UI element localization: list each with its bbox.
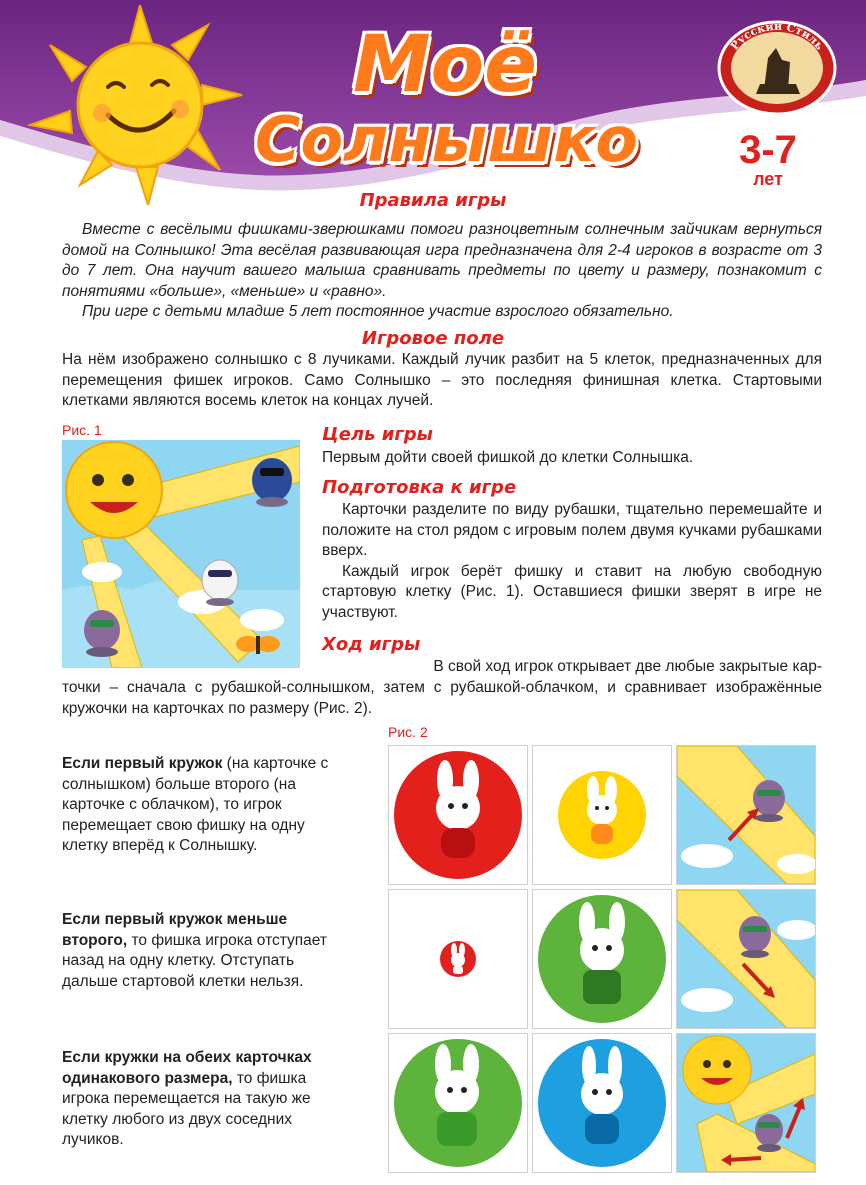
board-move-sideways — [676, 1033, 816, 1173]
svg-text:Русский Стиль: Русский Стиль — [727, 19, 827, 53]
cow-piece-icon — [753, 780, 785, 822]
fig1-label: Рис. 1 — [62, 422, 102, 438]
fig2-label: Рис. 2 — [388, 724, 428, 740]
intro-paragraph-2: При игре с детьми младше 5 лет постоянное участие взрослого обязательно. — [82, 303, 674, 320]
age-unit: лет — [753, 169, 783, 189]
fig1-board-illustration — [62, 440, 300, 668]
rules-heading: Правила игры — [359, 190, 507, 211]
cow-piece-icon — [739, 916, 771, 958]
move-text-first-line: В свой ход игрок открывает две любые закрытые кар- — [433, 658, 822, 675]
rule-smaller: Если первый кружок меньше второго, то фишка игрока отступает назад на одну клетку. Отступать дальше стартовой клетки нельзя. — [62, 911, 328, 990]
prep-text — [322, 500, 822, 623]
card-yellow-medium — [532, 745, 672, 885]
card-green-large-2 — [388, 1033, 528, 1173]
prep-heading: Подготовка к игре — [322, 477, 517, 498]
cow-piece-icon — [84, 610, 120, 657]
field-text: На нём изображено солнышко с 8 лучиками. Каждый лучик разбит на 5 клеток, предназначенных для перемещения фишек игроков. Само Солнышко – это последняя финишная клетка. Стартовыми клетками являются восемь клеток на концах лучей. — [62, 351, 822, 409]
board-move-forward — [676, 745, 816, 885]
title-line-1: Моё — [352, 20, 538, 110]
card-red-large — [388, 745, 528, 885]
move-text: точки – сначала с рубашкой-солнышком, затем с рубашкой-облачком, и сравнивает изображённые кружочки на карточках по размеру (Рис. 2). — [62, 679, 822, 717]
board-move-back — [676, 889, 816, 1029]
publisher-logo — [716, 18, 838, 118]
card-blue-large — [532, 1033, 672, 1173]
prep-paragraph-2: Каждый игрок берёт фишку и ставит на любую свободную стартовую клетку (Рис. 1). Оставшиеся фишки зверят в игре не участвуют. — [322, 562, 822, 621]
cow-piece-icon — [755, 1114, 783, 1152]
title-line-2: Солнышко — [255, 103, 638, 176]
move-heading: Ход игры — [322, 634, 421, 655]
intro-text — [62, 220, 822, 323]
age-badge — [728, 130, 808, 188]
rule-equal: Если кружки на обеих карточках одинакового размера, то фишка игрока перемещается на такую же клетку любого из двух соседних лучиков. — [62, 1049, 312, 1148]
intro-paragraph-1: Вместе с весёлыми фишками-зверюшками помоги разноцветным солнечным зайчикам вернуться домой на Солнышко! Эта весёлая развивающая игра предназначена для 2-4 игроков в возрасте от 3 до 7 лет. Она научит вашего малыша сравнивать предметы по цвету и размеру, познакомит с понятиями «больше», «меньше» и «равно». — [62, 221, 822, 300]
card-red-small — [388, 889, 528, 1029]
fig2-card-grid — [388, 745, 816, 1173]
rule-larger: Если первый кружок (на карточке с солнышком) больше второго (на карточке с облачком), то игрок перемещает свою фишку на одну клетку вперёд к Солнышку. — [62, 755, 329, 854]
hedgehog-piece-icon — [252, 458, 292, 507]
goal-heading: Цель игры — [322, 424, 433, 445]
sun-mascot-icon — [20, 5, 250, 205]
goal-text: Первым дойти своей фишкой до клетки Солнышка. — [322, 449, 694, 466]
card-green-large — [532, 889, 672, 1029]
prep-paragraph-1: Карточки разделите по виду рубашки, тщательно перемешайте и положите на стол рядом с игровым полем двумя кучками рубашками вверх. — [322, 501, 822, 559]
age-range: 3-7 — [739, 128, 797, 172]
field-heading: Игровое поле — [361, 328, 505, 349]
